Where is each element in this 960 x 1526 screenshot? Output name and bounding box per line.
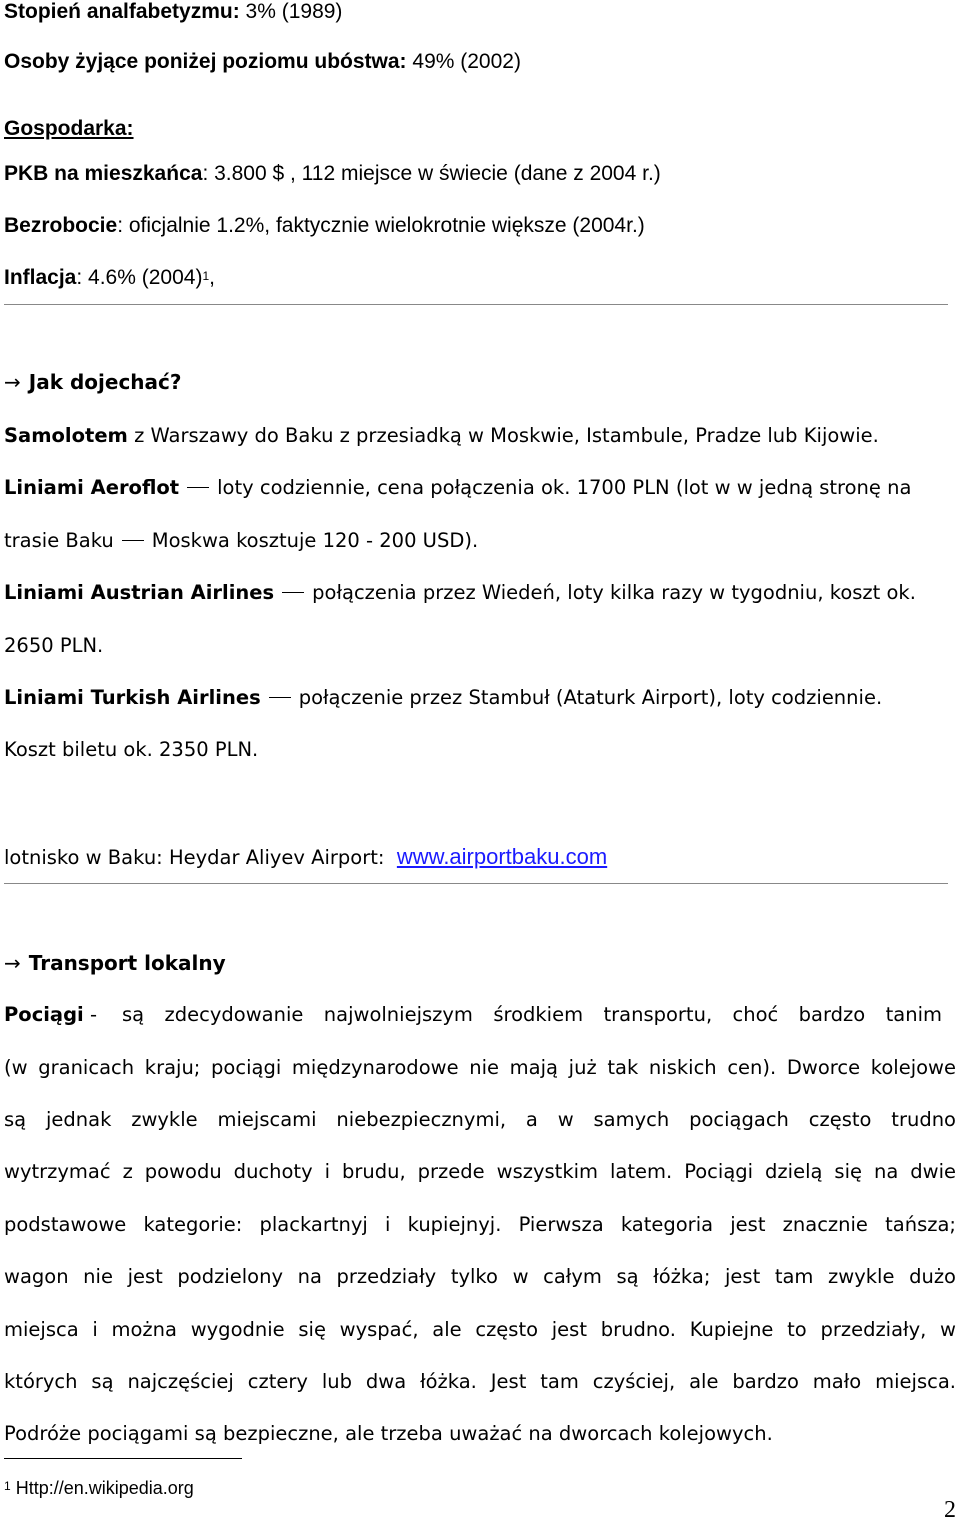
trains-text-1: (w granicach kraju; pociągi międzynarodowe nie mają już tak niskich cen). Dworce kolejowe bbox=[4, 1056, 956, 1079]
footnote-ref[interactable]: 1 bbox=[202, 269, 210, 283]
trains-text-4: podstawowe kategorie: plackartnyj i kupiejnyj. Pierwsza kategoria jest znacznie tańsza; bbox=[4, 1213, 956, 1236]
aeroflot-text-2a: trasie Baku bbox=[4, 529, 114, 552]
footnote bbox=[4, 1478, 194, 1500]
inflation-after: , bbox=[209, 266, 215, 289]
illiteracy-value: 3% (1989) bbox=[239, 0, 343, 23]
turkish-text-1: połączenie przez Stambuł (Ataturk Airport), loty codziennie. bbox=[298, 686, 883, 709]
economy-heading-text: Gospodarka: bbox=[4, 117, 134, 140]
trains-text-2: są jednak zwykle miejscami niebezpiecznymi, a w samych pociągach często trudno bbox=[4, 1108, 956, 1131]
aeroflot-label: Liniami Aeroflot bbox=[4, 476, 180, 499]
trains-text-6: miejsca i można wygodnie się wyspać, ale często jest brudno. Kupiejne to przedziały, w bbox=[4, 1318, 956, 1341]
section-divider bbox=[4, 883, 948, 884]
trains-text-0: są zdecydowanie najwolniejszym środkiem transportu, choć bardzo tanim bbox=[122, 1003, 942, 1026]
unemployment-label: Bezrobocie bbox=[4, 214, 118, 237]
airport-line bbox=[4, 845, 607, 870]
poverty-line bbox=[4, 50, 521, 74]
austrian-label: Liniami Austrian Airlines bbox=[4, 581, 275, 604]
aeroflot-text-2b: Moskwa kosztuje 120 - 200 USD). bbox=[151, 529, 479, 552]
turkish-line-2 bbox=[4, 738, 258, 762]
austrian-line-2 bbox=[4, 634, 103, 658]
trains-text-7: których są najczęściej cztery lub dwa łóżka. Jest tam czyściej, ale bardzo mało miejsca. bbox=[4, 1370, 956, 1393]
trains-label: Pociągi bbox=[4, 1003, 84, 1026]
unemployment-line bbox=[4, 214, 645, 238]
austrian-text-1: połączenia przez Wiedeń, loty kilka razy w tygodniu, koszt ok. bbox=[312, 581, 916, 604]
transport-heading bbox=[4, 951, 226, 975]
plane-label: Samolotem bbox=[4, 424, 128, 447]
arrow-right-icon: → bbox=[4, 370, 21, 394]
plane-line bbox=[4, 424, 879, 448]
turkish-label: Liniami Turkish Airlines bbox=[4, 686, 261, 709]
aeroflot-line bbox=[4, 476, 911, 500]
arrow-right-icon: → bbox=[4, 951, 21, 975]
footnote-text: Http://en.wikipedia.org bbox=[10, 1478, 194, 1498]
travel-heading-text: Jak dojechać? bbox=[28, 370, 182, 394]
airport-link[interactable]: www.airportbaku.com bbox=[396, 844, 608, 869]
gdp-label: PKB na mieszkańca bbox=[4, 162, 203, 185]
travel-heading bbox=[4, 370, 182, 394]
turkish-text-2: Koszt biletu ok. 2350 PLN. bbox=[4, 738, 259, 761]
economy-heading bbox=[4, 117, 134, 141]
poverty-value: 49% (2002) bbox=[406, 50, 521, 73]
illiteracy-line bbox=[4, 0, 342, 24]
austrian-line bbox=[4, 581, 916, 605]
footnote-divider bbox=[4, 1458, 242, 1459]
gdp-value: : 3.800 $ , 112 miejsce w świecie (dane z 2004 r.) bbox=[202, 162, 661, 185]
footnote-number: 1 bbox=[4, 1479, 11, 1493]
unemployment-value: : oficjalnie 1.2%, faktycznie wielokrotnie większe (2004r.) bbox=[117, 214, 645, 237]
plane-text: z Warszawy do Baku z przesiadką w Moskwie, Istambule, Pradze lub Kijowie. bbox=[127, 424, 879, 447]
page-number: 2 bbox=[944, 1497, 956, 1523]
aeroflot-text-1: loty codziennie, cena połączenia ok. 1700 PLN (lot w w jedną stronę na bbox=[217, 476, 912, 499]
trains-line bbox=[4, 1003, 956, 1027]
trains-sep: - bbox=[89, 1003, 97, 1026]
aeroflot-line-2 bbox=[4, 529, 478, 553]
poverty-label: Osoby żyjące poniżej poziomu ubóstwa: bbox=[4, 50, 407, 73]
dash bbox=[282, 592, 304, 593]
inflation-label: Inflacja bbox=[4, 266, 77, 289]
trains-text-3: wytrzymać z powodu duchoty i brudu, przede wszystkim latem. Pociągi dzielą się na dwie bbox=[4, 1160, 956, 1183]
inflation-value: : 4.6% (2004) bbox=[76, 266, 203, 289]
dash bbox=[269, 697, 291, 698]
dash bbox=[187, 487, 209, 488]
trains-text-5: wagon nie jest podzielony na przedziały tylko w całym są łóżka; jest tam zwykle dużo bbox=[4, 1265, 956, 1288]
illiteracy-label: Stopień analfabetyzmu: bbox=[4, 0, 240, 23]
inflation-line bbox=[4, 266, 215, 292]
airport-text: lotnisko w Baku: Heydar Aliyev Airport: bbox=[4, 846, 385, 869]
austrian-text-2: 2650 PLN. bbox=[4, 634, 104, 657]
section-divider bbox=[4, 304, 948, 305]
gdp-line bbox=[4, 162, 661, 186]
turkish-line bbox=[4, 686, 882, 710]
dash bbox=[122, 540, 144, 541]
trains-text-8: Podróże pociągami są bezpieczne, ale trzeba uważać na dworcach kolejowych. bbox=[4, 1422, 773, 1445]
transport-heading-text: Transport lokalny bbox=[28, 951, 226, 975]
